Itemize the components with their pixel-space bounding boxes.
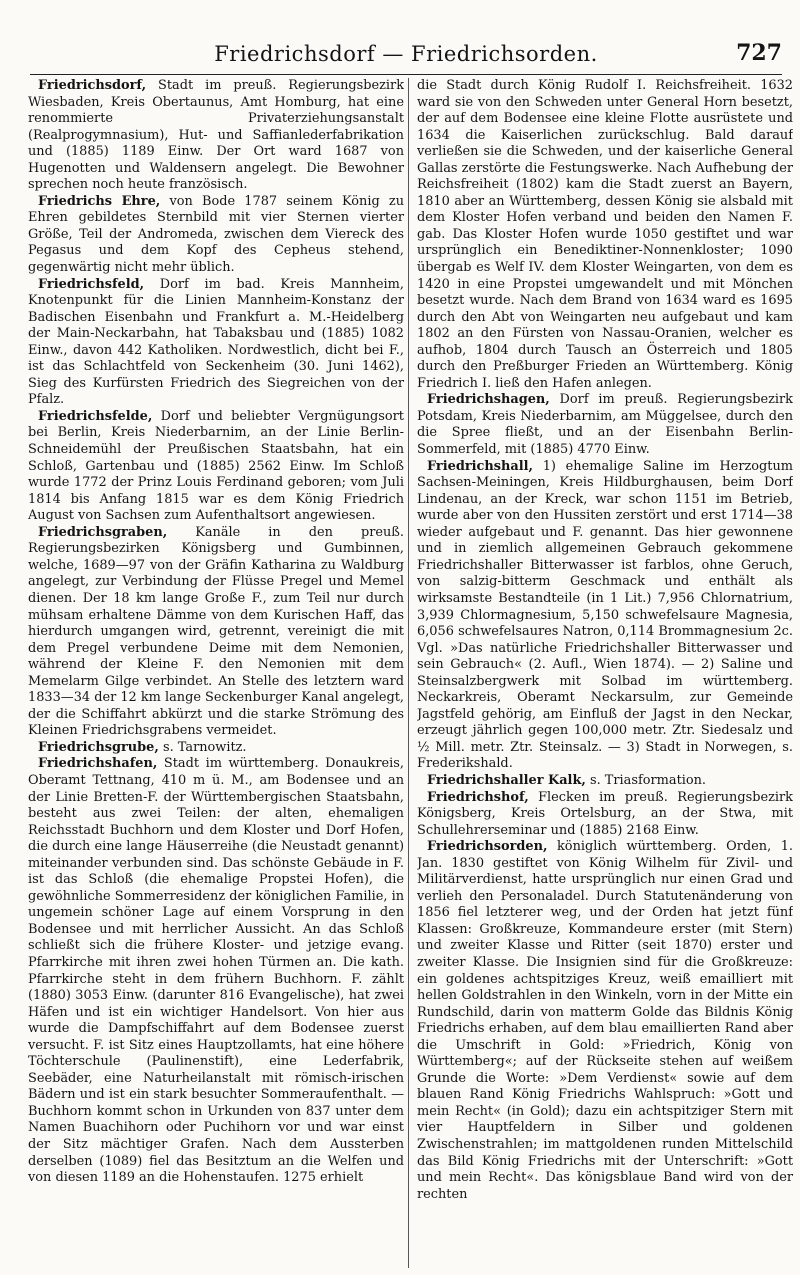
entry-text: königlich württemberg. Orden, 1. Jan. 1830 gestiftet von König Wilhelm für Zivil- und Militärverdienst, hatte ursprünglich nur einen Grad und verlieh den Personaladel. Durch Statutenänderung von 1856 fiel letzterer weg, und der Orden hat jetzt fünf Klassen: Großkreuze, Kommandeure erster (mit Stern) und zweiter Klasse und Ritter (seit 1870) erster und zweiter Klasse. Die Insignien sind für die Großkreuze: ein goldenes achtspitziges Kreuz, weiß emailliert mit hellen Goldstrahlen in den Winkeln, vorn in der Mitte ein Rundschild, darin von matterm Golde das Bildnis König Friedrichs erhaben, auf dem blau emaillierten Rand aber die Umschrift in Gold: »Friedrich, König von Württemberg«; auf der Rückseite stehen auf weißem Grunde die Worte: »Dem Verdienst« sowie auf dem blauen Rand König Friedrichs Wahlspruch: »Gott und mein Recht« (in Gold); dazu ein achtspitziger Stern mit vier Hauptfeldern in Silber und goldenen Zwischenstrahlen; im mattgoldenen runden Mittelschild das Bild König Friedrichs mit der Unterschrift: »Gott und mein Recht«. Das königsblaue Band wird von der rechten bbox=[417, 839, 793, 1202]
dictionary-entry bbox=[28, 525, 404, 740]
entry-headword: Friedrichshaller Kalk, bbox=[427, 772, 586, 788]
entry-headword: Friedrichshof, bbox=[427, 789, 529, 805]
running-title: Friedrichsdorf — Friedrichsorden. bbox=[214, 42, 598, 66]
entry-text: die Stadt durch König Rudolf I. Reichsfreiheit. 1632 ward sie von den Schweden unter General Horn besetzt, der auf dem Bodensee eine kleine Flotte ausrüstete und 1634 die Kaiserlichen zurückschlug. Bald darauf verließen sie die Schweden, und der kaiserliche General Gallas zerstörte die Festungswerke. Nach Aufhebung der Reichsfreiheit (1802) kam die Stadt zuerst an Bayern, 1810 aber an Württemberg, dessen König sie alsbald mit dem Kloster Hofen verband und beiden den Namen F. gab. Das Kloster Hofen wurde 1050 gestiftet und war ursprünglich ein Benediktiner-Nonnenkloster; 1090 übergab es Welf IV. dem Kloster Weingarten, von dem es 1420 in eine Propstei umgewandelt und mit Mönchen besetzt wurde. Nach dem Brand von 1634 ward es 1695 durch den Abt von Weingarten neu aufgebaut und kam 1802 an den Fürsten von Nassau-Oranien, welcher es aufhob, 1804 durch Tausch an Österreich und 1805 durch den Preßburger Frieden an Württemberg. König Friedrich I. ließ den Hafen anlegen. bbox=[417, 78, 793, 391]
entry-headword: Friedrichs Ehre, bbox=[38, 193, 161, 209]
dictionary-entry bbox=[28, 409, 404, 525]
dictionary-entry bbox=[417, 790, 793, 840]
entry-headword: Friedrichshafen, bbox=[38, 756, 158, 772]
right-column bbox=[417, 78, 793, 1268]
dictionary-entry bbox=[417, 839, 793, 1203]
dictionary-entry bbox=[417, 392, 793, 458]
entry-text: s. Triasformation. bbox=[585, 772, 707, 788]
entry-text: Flecken im preuß. Regierungsbezirk Königsberg, Kreis Ortelsburg, an der Stwa, mit Schullehrerseminar und (1885) 2168 Einw. bbox=[417, 789, 793, 838]
dictionary-entry bbox=[28, 740, 404, 757]
column-divider bbox=[408, 78, 409, 1268]
entry-headword: Friedrichsfelde, bbox=[38, 408, 153, 424]
entry-headword: Friedrichsgrube, bbox=[38, 739, 159, 755]
dictionary-entry bbox=[28, 194, 404, 277]
dictionary-entry bbox=[417, 773, 793, 790]
dictionary-entry bbox=[417, 459, 793, 773]
page-header bbox=[30, 40, 782, 75]
entry-text: Stadt im preuß. Regierungsbezirk Wiesbaden, Kreis Obertaunus, Amt Homburg, hat eine renommierte Privaterziehungsanstalt (Realprogymnasium), Hut- und Saffianlederfabrikation und (1885) 1189 Einw. Der Ort ward 1687 von Hugenotten und Waldensern angelegt. Die Bewohner sprechen noch heute französisch. bbox=[28, 78, 404, 193]
dictionary-entry bbox=[28, 78, 404, 194]
entry-headword: Friedrichsorden, bbox=[427, 839, 548, 855]
entry-text: Dorf im preuß. Regierungsbezirk Potsdam, Kreis Niederbarnim, am Müggelsee, durch den die Spree fließt, und an der Eisenbahn Berlin-Sommerfeld, mit (1885) 4770 Einw. bbox=[417, 392, 793, 458]
entry-headword: Friedrichsdorf, bbox=[38, 78, 147, 93]
entry-headword: Friedrichshagen, bbox=[427, 392, 550, 408]
entry-text: Dorf im bad. Kreis Mannheim, Knotenpunkt für die Linien Mannheim-Konstanz der Badischen Eisenbahn und Frankfurt a. M.-Heidelberg der Main-Neckarbahn, hat Tabaksbau und (1885) 1082 Einw., davon 442 Katholiken. Nordwestlich, dicht bei F., ist das Schlachtfeld von Seckenheim (30. Juni 1462), Sieg des Kurfürsten Friedrich des Siegreichen von der Pfalz. bbox=[28, 276, 404, 408]
dictionary-entry bbox=[28, 277, 404, 409]
dictionary-entry bbox=[417, 78, 793, 392]
entry-text: s. Tarnowitz. bbox=[158, 739, 247, 755]
left-column bbox=[28, 78, 404, 1268]
entry-text: Dorf und beliebter Vergnügungsort bei Berlin, Kreis Niederbarnim, an der Linie Berlin-Schneidemühl der Preußischen Staatsbahn, hat ein Schloß, Gartenbau und (1885) 2562 Einw. Im Schloß wurde 1772 der Prinz Louis Ferdinand geboren; vom Juli 1814 bis Anfang 1815 war es dem König Friedrich August von Sachsen zum Aufenthaltsort angewiesen. bbox=[28, 408, 404, 524]
entry-text: Stadt im württemberg. Donaukreis, Oberamt Tettnang, 410 m ü. M., am Bodensee und an der Linie Bretten-F. der Württembergischen Staatsbahn, besteht aus zwei Teilen: der alten, ehemaligen Reichsstadt Buchhorn und dem Kloster und Dorf Hofen, die durch eine lange Häuserreihe (die Neustadt genannt) miteinander verbunden sind. Das schönste Gebäude in F. ist das Schloß (die ehemalige Propstei Hofen), die gewöhnliche Sommerresidenz der königlichen Familie, in ungemein schöner Lage auf einem Vorsprung in den Bodensee und mit herrlicher Aussicht. An das Schloß schließt sich die frühere Kloster- und jetzige evang. Pfarrkirche mit ihren zwei hohen Türmen an. Die kath. Pfarrkirche steht in dem frühern Buchhorn. F. zählt (1880) 3053 Einw. (darunter 816 Evangelische), hat zwei Häfen und ist ein wichtiger Handelsort. Von hier aus wurde die Dampfschiffahrt auf dem Bodensee zuerst versucht. F. ist Sitz eines Hauptzollamts, hat eine höhere Töchterschule (Paulinenstift), eine Lederfabrik, Seebäder, eine Naturheilanstalt mit römisch-irischen Bädern und ist ein stark besuchter Sommeraufenthalt. — Buchhorn kommt schon in Urkunden von 837 unter dem Namen Buachihorn oder Puchihorn vor und war einst der Sitz mächtiger Grafen. Nach dem Aussterben derselben (1089) fiel das Besitztum an die Welfen und von diesen 1189 an die Hohenstaufen. 1275 erhielt bbox=[28, 756, 404, 1186]
dictionary-entry bbox=[28, 756, 404, 1186]
entry-text: von Bode 1787 seinem König zu Ehren gebildetes Sternbild mit vier Sternen vierter Größe, Teil der Andromeda, zwischen dem Viereck des Pegasus und dem Kopf des Cepheus stehend, gegenwärtig nicht mehr üblich. bbox=[28, 193, 404, 276]
entry-headword: Friedrichshall, bbox=[427, 458, 534, 474]
page-number: 727 bbox=[736, 40, 782, 66]
entry-headword: Friedrichsfeld, bbox=[38, 276, 145, 292]
entry-text: Kanäle in den preuß. Regierungsbezirken Königsberg und Gumbinnen, welche, 1689—97 von der Gräfin Katharina zu Waldburg angelegt, zur Verbindung der Flüsse Pregel und Memel dienen. Der 18 km lange Große F., zum Teil nur durch mühsam erhaltene Dämme von dem Kurischen Haff, das hierdurch umgangen wird, getrennt, vereinigt die mit dem Pregel verbundene Deime mit dem Nemonien, während der Kleine F. den Nemonien mit dem Memelarm Gilge verbindet. An Stelle des letztern ward 1833—34 der 12 km lange Seckenburger Kanal angelegt, der die Schiffahrt abkürzt und die starke Strömung des Kleinen Friedrichsgrabens vermeidet. bbox=[28, 524, 404, 739]
entry-headword: Friedrichsgraben, bbox=[38, 524, 168, 540]
entry-text: 1) ehemalige Saline im Herzogtum Sachsen-Meiningen, Kreis Hildburghausen, beim Dorf Lindenau, an der Kreck, war schon 1151 im Betrieb, wurde aber von den Hussiten zerstört und erst 1714—38 wieder aufgebaut und F. genannt. Das hier gewonnene und in ziemlich allgemeinen Gebrauch gekommene Friedrichshaller Bitterwasser ist farblos, ohne Geruch, von salzig-bitterm Geschmack und enthält als wirksamste Bestandteile (in 1 Lit.) 7,956 Chlornatrium, 3,939 Chlormagnesium, 5,150 schwefelsaure Magnesia, 6,056 schwefelsaures Natron, 0,114 Brommagnesium 2c. Vgl. »Das natürliche Friedrichshaller Bitterwasser und sein Gebrauch« (2. Aufl., Wien 1874). — 2) Saline und Steinsalzbergwerk mit Solbad im württemberg. Neckarkreis, Oberamt Neckarsulm, zur Gemeinde Jagstfeld gehörig, am Einfluß der Jagst in den Neckar, erzeugt jährlich gegen 100,000 metr. Ztr. Siedesalz und ½ Mill. metr. Ztr. Steinsalz. — 3) Stadt in Norwegen, s. Frederikshald. bbox=[417, 458, 793, 772]
